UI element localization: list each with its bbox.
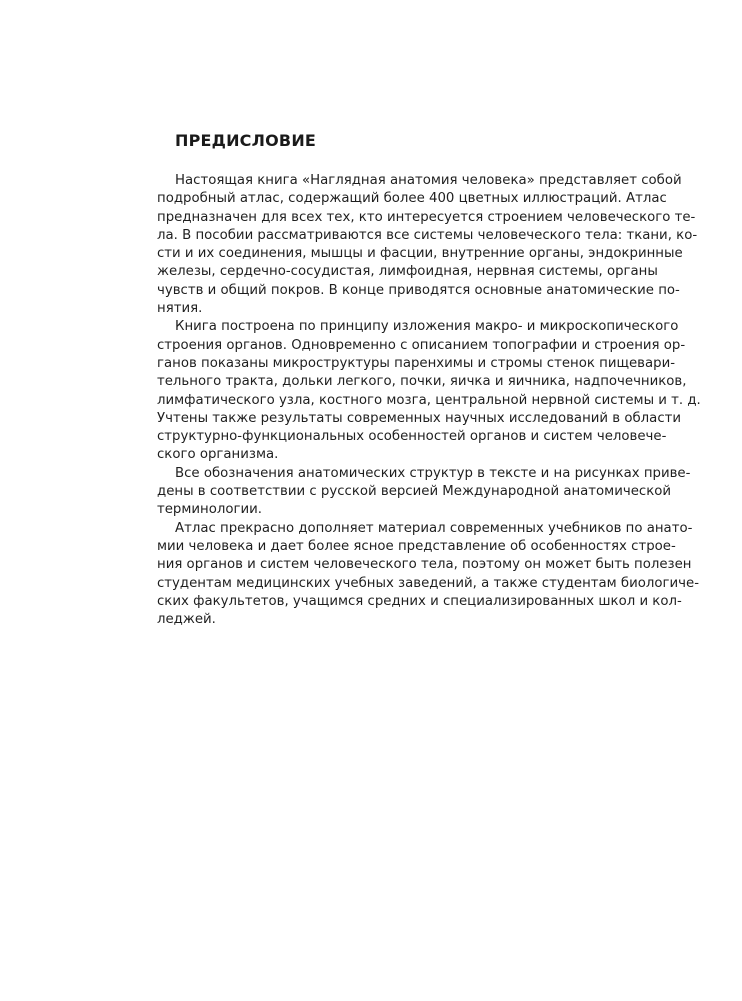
text-line: подробный атлас, содержащий более 400 цветных иллюстраций. Атлас [157,191,667,207]
text-line: Все обозначения анатомических структур в тексте и на рисунках приве- [175,465,691,481]
text-line: Настоящая книга «Наглядная анатомия человека» представляет собой [175,173,682,188]
paragraph [157,520,699,630]
text-line: чувств и общий покров. В конце приводятся основные анатомические по- [157,282,680,298]
text-line: структурно-функциональных особенностей органов и систем человече- [157,429,667,445]
text-line: Учтены также результаты современных научных исследований в области [157,410,682,426]
text-line: леджей. [157,612,216,628]
text-line: мии человека и дает более ясное представление об особенностях строе- [157,538,676,554]
text-line: железы, сердечно-сосудистая, лимфоидная, нервная системы, органы [157,264,658,280]
text-line: ганов показаны микроструктуры паренхимы и стромы стенок пищевари- [157,355,676,371]
text-line: ла. В пособии рассматриваются все системы человеческого тела: ткани, ко- [157,227,698,243]
text-line: дены в соответствии с русской версией Международной анатомической [157,484,672,500]
preface-body [157,172,701,629]
text-line: строения органов. Одновременно с описанием топографии и строения ор- [157,337,686,353]
paragraph [157,465,691,520]
text-line: ского организма. [157,447,279,463]
text-line: Книга построена по принципу изложения макро- и микроскопического [175,319,679,335]
text-line: Атлас прекрасно дополняет материал современных учебников по анато- [175,520,693,536]
text-line: сти и их соединения, мышцы и фасции, внутренние органы, эндокринные [157,246,683,262]
text-line: студентам медицинских учебных заведений, а также студентам биологиче- [157,575,699,591]
paragraph [157,172,698,318]
text-line: лимфатического узла, костного мозга, центральной нервной системы и т. д. [157,392,701,408]
paragraph [157,318,701,464]
text-line: предназначен для всех тех, кто интересуется строением человеческого те- [157,209,696,225]
text-line: ния органов и систем человеческого тела, поэтому он может быть полезен [157,557,692,573]
text-line: нятия. [157,301,203,317]
text-line: ских факультетов, учащимся средних и специализированных школ и кол- [157,593,682,609]
text-line: тельного тракта, дольки легкого, почки, яичка и яичника, надпочечников, [157,374,687,390]
text-line: терминологии. [157,502,262,518]
page-title: ПРЕДИСЛОВИЕ [175,131,317,150]
